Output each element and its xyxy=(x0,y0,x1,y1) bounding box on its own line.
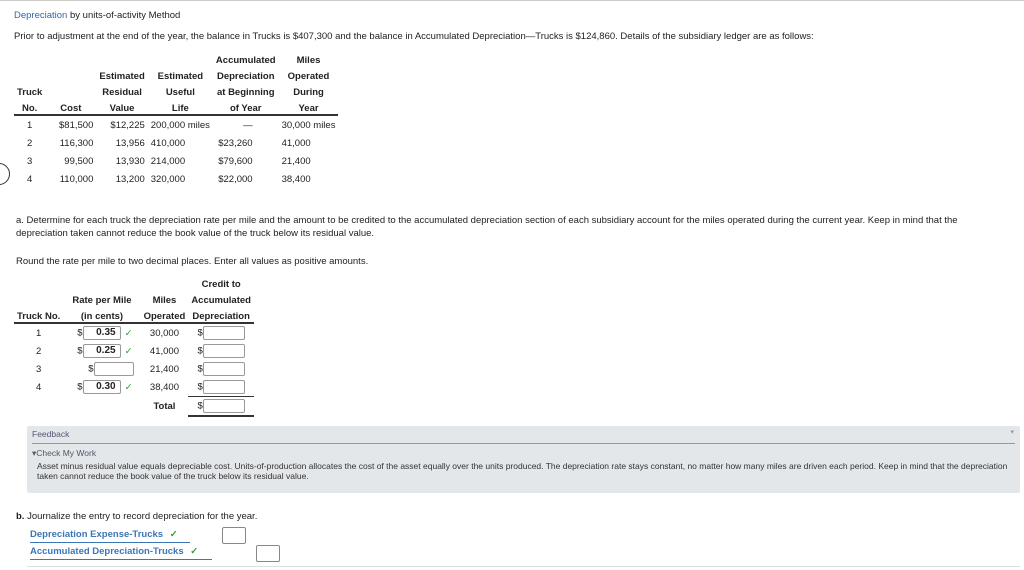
feedback-title: Feedback xyxy=(32,429,70,439)
header: Accumulated xyxy=(191,295,251,306)
rate-row xyxy=(14,342,254,360)
currency: $ xyxy=(197,327,203,339)
feedback-panel xyxy=(27,426,1020,493)
cell-cost: 99,500 xyxy=(64,155,94,167)
header: No. xyxy=(14,98,45,115)
rate-input[interactable]: 0.25 xyxy=(83,344,121,358)
rate-input[interactable] xyxy=(94,362,134,376)
rate-input[interactable]: 0.35 xyxy=(83,326,121,340)
miles-operated: 21,400 xyxy=(149,363,179,375)
cell-miles: 38,400 xyxy=(281,173,311,185)
account-depreciation-expense[interactable] xyxy=(30,529,190,543)
check-my-work-toggle[interactable]: ▾Check My Work xyxy=(32,448,97,458)
rate-input[interactable]: 0.30 xyxy=(83,380,121,394)
currency: $ xyxy=(197,345,203,357)
top-divider xyxy=(0,0,1024,1)
header: Depreciation xyxy=(216,71,275,82)
truck-no: 2 xyxy=(36,345,42,357)
header: Estimated xyxy=(99,71,145,82)
header: Residual xyxy=(102,87,142,98)
currency: $ xyxy=(77,345,83,357)
cell-miles: 30,000 miles xyxy=(281,119,336,131)
cell-miles: 21,400 xyxy=(281,155,311,167)
currency: $ xyxy=(77,327,83,339)
title-text: by units-of-activity Method xyxy=(67,10,181,21)
cell-life: 320,000 xyxy=(150,173,186,185)
part-b-instructions xyxy=(16,511,257,522)
cell-life: 410,000 xyxy=(150,137,186,149)
miles-operated: 30,000 xyxy=(149,327,179,339)
header: Rate per Mile xyxy=(72,295,132,306)
circle-marker-icon xyxy=(0,163,10,185)
rounding-note: Round the rate per mile to two decimal places. Enter all values as positive amounts. xyxy=(16,256,369,267)
cell-no: 1 xyxy=(27,119,33,131)
credit-input[interactable] xyxy=(203,362,245,376)
cell-cost: 110,000 xyxy=(59,173,94,185)
cell-residual: 13,930 xyxy=(115,155,145,167)
currency: $ xyxy=(197,363,203,375)
cell-no: 4 xyxy=(27,173,33,185)
header: Cost xyxy=(45,98,96,115)
cell-life: 214,000 xyxy=(150,155,186,167)
header: Useful xyxy=(165,87,195,98)
part-a-instructions: a. Determine for each truck the depreciation rate per mile and the amount to be credited to the accumulated depreciation section of each subsidiary account for the miles operated during the current year. Keep in mind that the depreciation taken cannot reduce the book value of the truck below its residual value. xyxy=(16,215,958,239)
miles-operated: 38,400 xyxy=(149,381,179,393)
rate-table xyxy=(14,274,254,417)
account-name: Accumulated Depreciation-Trucks xyxy=(30,546,184,557)
truck-no: 1 xyxy=(36,327,42,339)
part-b-text: Journalize the entry to record depreciation for the year. xyxy=(24,511,258,522)
header: Credit to xyxy=(201,279,241,290)
cell-accum: $22,000 xyxy=(218,173,253,185)
cell-no: 2 xyxy=(27,137,33,149)
check-icon: ✓ xyxy=(190,546,199,557)
ledger-table xyxy=(14,50,338,188)
part-b-label: b. xyxy=(16,511,25,522)
feedback-text: Asset minus residual value equals depreciable cost. Units-of-production allocates the cost of the asset equally over the units produced. The depreciation rate stays constant, no matter how many miles are driven each period. Keep in mind that the depreciation taken cannot reduce the book value of the truck below its residual value. xyxy=(37,461,1008,481)
account-name: Depreciation Expense-Trucks xyxy=(30,529,164,540)
header: Truck No. xyxy=(14,306,63,323)
currency: $ xyxy=(197,381,203,393)
header: of Year xyxy=(213,98,279,115)
credit-input[interactable] xyxy=(203,326,245,340)
truck-no: 4 xyxy=(36,381,42,393)
rate-row xyxy=(14,323,254,342)
ledger-row xyxy=(14,134,338,152)
cell-no: 3 xyxy=(27,155,33,167)
header: (in cents) xyxy=(63,306,140,323)
header: Operated xyxy=(141,306,189,323)
cell-accum: — xyxy=(243,119,253,131)
header: Accumulated xyxy=(215,55,276,66)
cell-residual: 13,956 xyxy=(115,137,145,149)
cell-residual: $12,225 xyxy=(110,119,145,131)
check-icon: ✓ xyxy=(124,345,133,357)
check-icon: ✓ xyxy=(124,381,133,393)
header: During xyxy=(293,87,324,98)
feedback-divider xyxy=(32,443,1015,444)
header: Value xyxy=(96,98,147,115)
miles-operated: 41,000 xyxy=(149,345,179,357)
currency: $ xyxy=(88,363,94,375)
cell-accum: $79,600 xyxy=(218,155,253,167)
total-credit-input[interactable] xyxy=(203,399,245,413)
cell-cost: $81,500 xyxy=(59,119,94,131)
header: Estimated xyxy=(157,71,204,82)
credit-input[interactable] xyxy=(203,344,245,358)
header: Year xyxy=(279,98,339,115)
check-icon: ✓ xyxy=(124,327,133,339)
header: at Beginning xyxy=(216,87,275,98)
cell-cost: 116,300 xyxy=(59,137,94,149)
ledger-row xyxy=(14,170,338,188)
ledger-row xyxy=(14,152,338,170)
ledger-row xyxy=(14,115,338,134)
credit-input[interactable] xyxy=(256,545,280,562)
cell-residual: 13,200 xyxy=(115,173,145,185)
cell-miles: 41,000 xyxy=(281,137,311,149)
collapse-icon[interactable]: ▾ xyxy=(1010,429,1014,436)
rate-row xyxy=(14,378,254,396)
account-accumulated-depreciation[interactable] xyxy=(30,546,212,560)
header: Miles xyxy=(152,295,177,306)
check-icon: ✓ xyxy=(169,529,178,540)
rate-row xyxy=(14,360,254,378)
header: Depreciation xyxy=(188,306,254,323)
depreciation-link[interactable]: Depreciation xyxy=(14,10,68,21)
cell-life: 200,000 miles xyxy=(150,119,210,131)
currency: $ xyxy=(197,400,203,412)
credit-input[interactable] xyxy=(203,380,245,394)
header: Truck xyxy=(17,87,43,98)
header: Miles xyxy=(296,55,321,66)
bottom-divider xyxy=(27,566,1020,567)
currency: $ xyxy=(77,381,83,393)
total-label: Total xyxy=(153,400,176,412)
header: Operated xyxy=(287,71,330,82)
debit-input[interactable] xyxy=(222,527,246,544)
cell-accum: $23,260 xyxy=(218,137,253,149)
truck-no: 3 xyxy=(36,363,42,375)
intro-text: Prior to adjustment at the end of the year, the balance in Trucks is $407,300 and the balance in Accumulated Depreciation—Trucks is $124,860. Details of the subsidiary ledger are as follows: xyxy=(14,31,814,42)
page-title xyxy=(14,10,180,21)
header: Life xyxy=(148,98,213,115)
